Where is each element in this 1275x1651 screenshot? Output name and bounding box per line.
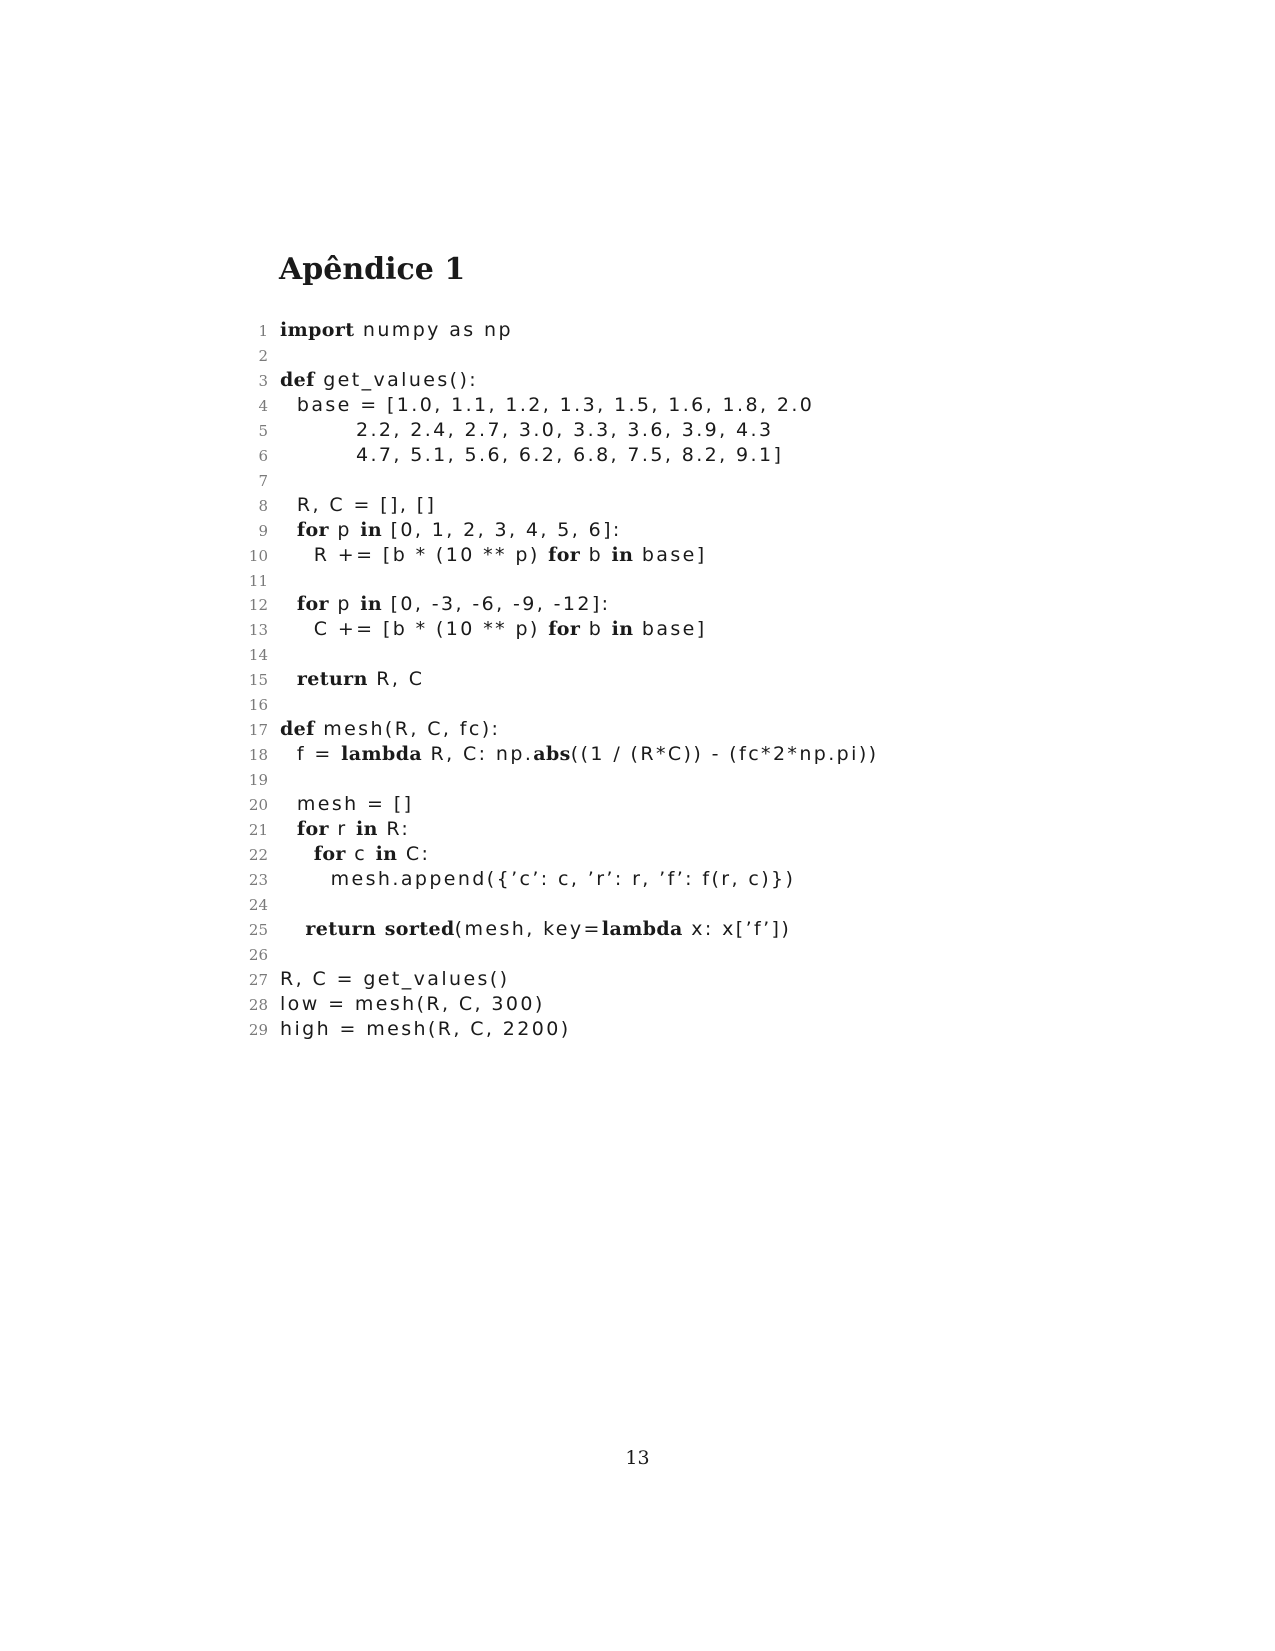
code-text (280, 917, 791, 941)
code-text (280, 368, 478, 392)
code-text (280, 318, 513, 342)
code-line (240, 393, 1040, 418)
line-number: 11 (248, 571, 268, 590)
code-token: base] (633, 543, 707, 566)
code-text (280, 867, 795, 891)
code-keyword: return (305, 917, 377, 940)
code-token: p (328, 518, 361, 541)
line-number: 10 (248, 546, 268, 565)
code-keyword: for (296, 518, 329, 541)
code-line (240, 692, 1040, 717)
code-token: high = mesh(R, C, 2200) (280, 1017, 571, 1040)
line-number: 9 (258, 521, 268, 540)
line-number: 8 (258, 496, 268, 515)
code-keyword: in (356, 818, 378, 841)
code-keyword: lambda (601, 917, 683, 940)
code-token: [0, -3, -6, -9, -12]: (382, 593, 611, 616)
code-line (240, 992, 1040, 1017)
code-line (240, 892, 1040, 917)
code-text (280, 418, 773, 442)
code-token: base = [1.0, 1.1, 1.2, 1.3, 1.5, 1.6, 1.8, 2.0 (280, 393, 815, 416)
code-token: ((1 / (R*C)) - (fc*2*np.pi)) (570, 743, 879, 766)
line-number: 23 (248, 870, 268, 889)
code-token: R: (377, 818, 411, 841)
code-keyword: abs (533, 743, 571, 766)
code-text (280, 393, 814, 417)
code-token (280, 668, 297, 690)
line-number: 21 (248, 821, 268, 840)
code-line (240, 343, 1040, 368)
line-number: 13 (248, 621, 268, 640)
code-text (280, 493, 436, 517)
code-text (280, 717, 500, 741)
line-number: 12 (248, 596, 268, 615)
code-line (240, 543, 1040, 568)
code-line (240, 917, 1040, 942)
code-token: low = mesh(R, C, 300) (280, 992, 545, 1015)
code-token (280, 593, 297, 615)
code-line (240, 867, 1040, 892)
line-number: 4 (258, 396, 268, 415)
line-number: 2 (258, 346, 268, 365)
code-line (240, 967, 1040, 992)
line-number: 17 (248, 721, 268, 740)
code-line (240, 368, 1040, 393)
code-token: mesh = [] (280, 793, 414, 816)
code-keyword: for (296, 818, 329, 841)
code-token: (mesh, key= (454, 917, 602, 940)
line-number: 26 (248, 945, 268, 964)
line-number: 25 (248, 920, 268, 939)
code-line (240, 568, 1040, 593)
code-keyword: for (548, 543, 581, 566)
code-token: mesh.append({’c’: c, ’r’: r, ’f’: f(r, c)}) (280, 867, 796, 890)
code-token: b (580, 618, 612, 641)
code-line (240, 1017, 1040, 1042)
code-text (280, 617, 707, 641)
line-number: 24 (248, 895, 268, 914)
line-number: 15 (248, 671, 268, 690)
code-token: R, C (367, 668, 425, 691)
code-text (280, 443, 783, 467)
code-keyword: in (375, 843, 398, 866)
line-number: 6 (258, 446, 268, 465)
line-number: 28 (248, 995, 268, 1014)
code-text (280, 842, 430, 866)
code-keyword: def (280, 368, 315, 391)
code-token: R, C = get_values() (280, 967, 510, 990)
line-number: 14 (248, 646, 268, 665)
code-token (280, 843, 314, 865)
code-line (240, 817, 1040, 842)
code-token: numpy as np (354, 319, 513, 341)
code-token: get_values(): (314, 368, 479, 391)
code-token: r (328, 818, 357, 841)
line-number: 20 (248, 796, 268, 815)
code-text (280, 967, 509, 991)
code-token: 2.2, 2.4, 2.7, 3.0, 3.3, 3.6, 3.9, 4.3 (280, 418, 774, 441)
code-keyword: lambda (341, 743, 423, 766)
code-text (280, 543, 707, 567)
code-text (280, 792, 413, 816)
code-token (376, 918, 384, 940)
line-number: 3 (258, 371, 268, 390)
line-number: 27 (248, 970, 268, 989)
code-line (240, 518, 1040, 543)
code-token (280, 918, 305, 940)
code-keyword: in (611, 543, 634, 566)
code-keyword: in (611, 618, 634, 641)
code-line (240, 942, 1040, 967)
code-token: c (345, 843, 376, 866)
line-number: 5 (258, 421, 268, 440)
code-line (240, 742, 1040, 767)
code-keyword: for (296, 593, 329, 616)
code-token: [0, 1, 2, 3, 4, 5, 6]: (382, 518, 622, 541)
line-number: 18 (248, 746, 268, 765)
line-number: 16 (248, 696, 268, 715)
code-token: mesh(R, C, fc): (314, 718, 501, 741)
code-line (240, 792, 1040, 817)
code-token (280, 519, 297, 541)
code-line (240, 767, 1040, 792)
code-line (240, 642, 1040, 667)
code-text (280, 667, 424, 691)
code-line (240, 592, 1040, 617)
code-keyword: for (548, 618, 581, 641)
code-text (280, 817, 410, 841)
code-token: x: x[’f’]) (682, 917, 792, 940)
code-line (240, 717, 1040, 742)
code-line (240, 617, 1040, 642)
code-keyword: import (280, 319, 355, 341)
line-number: 19 (248, 771, 268, 790)
code-line (240, 418, 1040, 443)
code-token (280, 818, 297, 840)
code-text (280, 592, 610, 616)
code-token: C: (397, 843, 431, 866)
code-token: p (328, 593, 361, 616)
code-text (280, 1017, 571, 1041)
code-line (240, 318, 1040, 343)
code-keyword: def (280, 718, 315, 741)
code-token: base] (633, 618, 707, 641)
code-token: R, C = [], [] (280, 493, 437, 516)
code-line (240, 842, 1040, 867)
code-token: C += [b * (10 ** p) (280, 618, 549, 641)
section-title: Apêndice 1 (279, 252, 466, 287)
page-number: 13 (625, 1447, 650, 1469)
code-token: R, C: np. (422, 743, 534, 766)
code-line (240, 493, 1040, 518)
code-token: f = (280, 743, 342, 766)
line-number: 1 (258, 322, 268, 340)
line-number: 29 (248, 1020, 268, 1039)
code-keyword: return (296, 668, 368, 691)
line-number: 22 (248, 846, 268, 865)
code-keyword: sorted (384, 917, 455, 940)
code-token: b (580, 543, 612, 566)
code-text (280, 518, 622, 542)
line-number: 7 (258, 471, 268, 490)
code-keyword: for (313, 843, 346, 866)
code-line (240, 468, 1040, 493)
code-keyword: in (360, 593, 383, 616)
code-token: 4.7, 5.1, 5.6, 6.2, 6.8, 7.5, 8.2, 9.1] (280, 443, 784, 466)
code-token: R += [b * (10 ** p) (280, 543, 549, 566)
code-line (240, 443, 1040, 468)
code-text (280, 742, 878, 766)
code-keyword: in (360, 518, 383, 541)
code-text (280, 992, 545, 1016)
code-listing (240, 318, 1040, 1042)
code-line (240, 667, 1040, 692)
